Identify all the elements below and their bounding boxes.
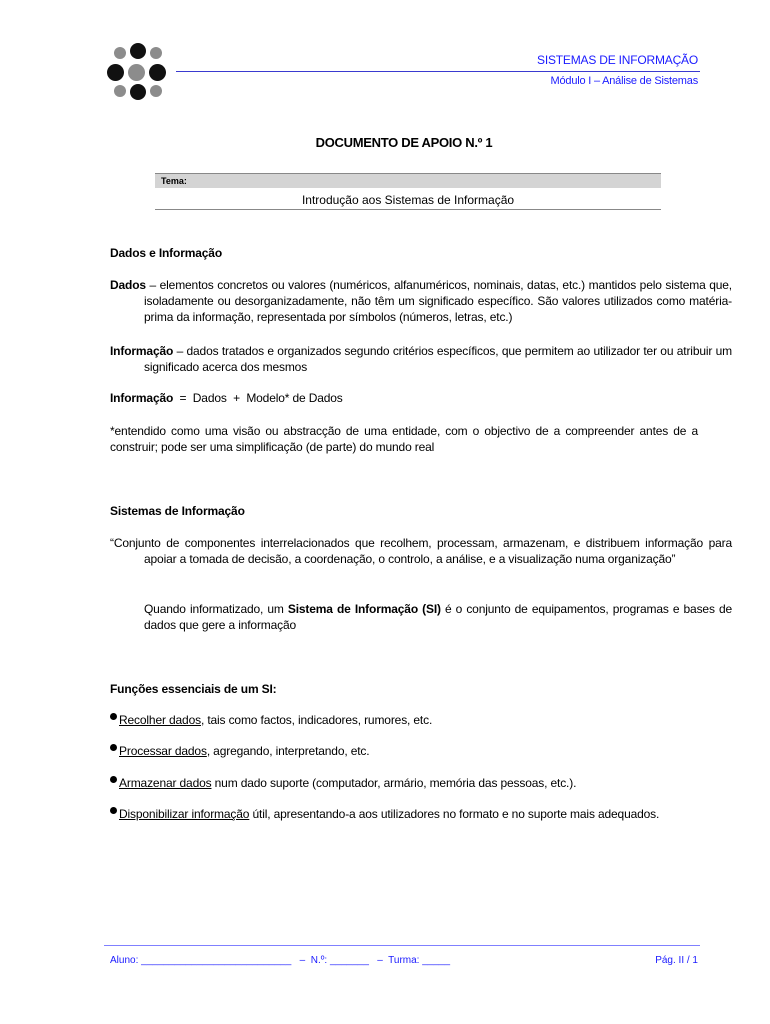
footer-divider (104, 945, 700, 946)
si-text-before: Quando informatizado, um (144, 602, 288, 616)
dados-text: – elementos concretos ou valores (numéricos, alfanuméricos, nominais, datas, etc.) mantidos pelo sistema que, isoladamente ou desorganizadamente, não têm um significado específico. São valores utilizados como matéria-prima da informação, representada por símbolos (números, letras, etc.) (144, 278, 732, 324)
footnote: *entendido como uma visão ou abstracção de uma entidade, com o objectivo de a compreender antes de a construir; pode ser uma simplificação (de parte) do mundo real (110, 424, 698, 454)
header-title: SISTEMAS DE INFORMAÇÃO (537, 53, 698, 67)
list-item-text: num dado suporte (computador, armário, memória das pessoas, etc.). (211, 776, 577, 790)
tema-label: Tema: (155, 173, 661, 188)
header-divider (176, 71, 700, 72)
logo-dot (114, 47, 126, 59)
bullet-icon (110, 744, 117, 751)
list-item-term: Recolher dados (119, 713, 201, 727)
logo-dot (130, 84, 146, 100)
list-item (110, 775, 698, 791)
si-term: Sistema de Informação (SI) (287, 602, 441, 616)
header-subtitle: Módulo I – Análise de Sistemas (550, 75, 698, 87)
tema-box (155, 173, 661, 210)
document-title: DOCUMENTO DE APOIO N.º 1 (315, 135, 493, 150)
logo-dot (114, 85, 126, 97)
list-item (110, 806, 698, 822)
list-item-text: , tais como factos, indicadores, rumores, etc. (200, 713, 433, 727)
paragraph-si (110, 601, 732, 633)
logo-dot (130, 43, 146, 59)
si-text-after: é o conjunto de equipamentos, programas e bases de dados que gere a informação (144, 602, 732, 632)
bullet-icon (110, 776, 117, 783)
quote: “Conjunto de componentes interrelacionados que recolhem, processam, armazenam, e distribuem informação para apoiar a tomada de decisão, a coordenação, o controlo, a análise, e a visualização numa organização” (110, 536, 732, 566)
logo-dot (107, 64, 124, 81)
section-heading: Sistemas de Informação (110, 504, 245, 518)
logo-dot (150, 85, 162, 97)
logo (104, 42, 170, 102)
logo-dot (149, 64, 166, 81)
list-item-term: Armazenar dados (119, 776, 212, 790)
formula (110, 390, 698, 406)
page-number: Pág. II / 1 (655, 955, 698, 966)
paragraph-informacao (110, 343, 732, 375)
tema-value: Introdução aos Sistemas de Informação (155, 188, 661, 210)
list-item-term: Processar dados (119, 744, 207, 758)
list-item (110, 743, 698, 759)
list-item (110, 712, 698, 728)
logo-dot (150, 47, 162, 59)
bullet-icon (110, 713, 117, 720)
section-heading: Funções essenciais de um SI: (110, 682, 277, 696)
footer-student-fields: Aluno: ___________________________ – N.º: _______ – Turma: _____ (110, 955, 451, 966)
formula-text: = Dados + Modelo* de Dados (173, 391, 343, 405)
logo-dot (128, 64, 145, 81)
term-informacao: Informação (110, 344, 174, 358)
list-item-text: útil, apresentando-a aos utilizadores no formato e no suporte mais adequados. (249, 807, 660, 821)
paragraph-dados (110, 277, 732, 325)
section-heading: Dados e Informação (110, 246, 222, 260)
list-item-term: Disponibilizar informação (119, 807, 250, 821)
bullet-icon (110, 807, 117, 814)
list-item-text: , agregando, interpretando, etc. (206, 744, 370, 758)
term-dados: Dados (110, 278, 146, 292)
informacao-text: – dados tratados e organizados segundo critérios específicos, que permitem ao utilizador ter ou atribuir um significado acerca dos mesmos (144, 344, 732, 374)
formula-term: Informação (110, 391, 174, 405)
